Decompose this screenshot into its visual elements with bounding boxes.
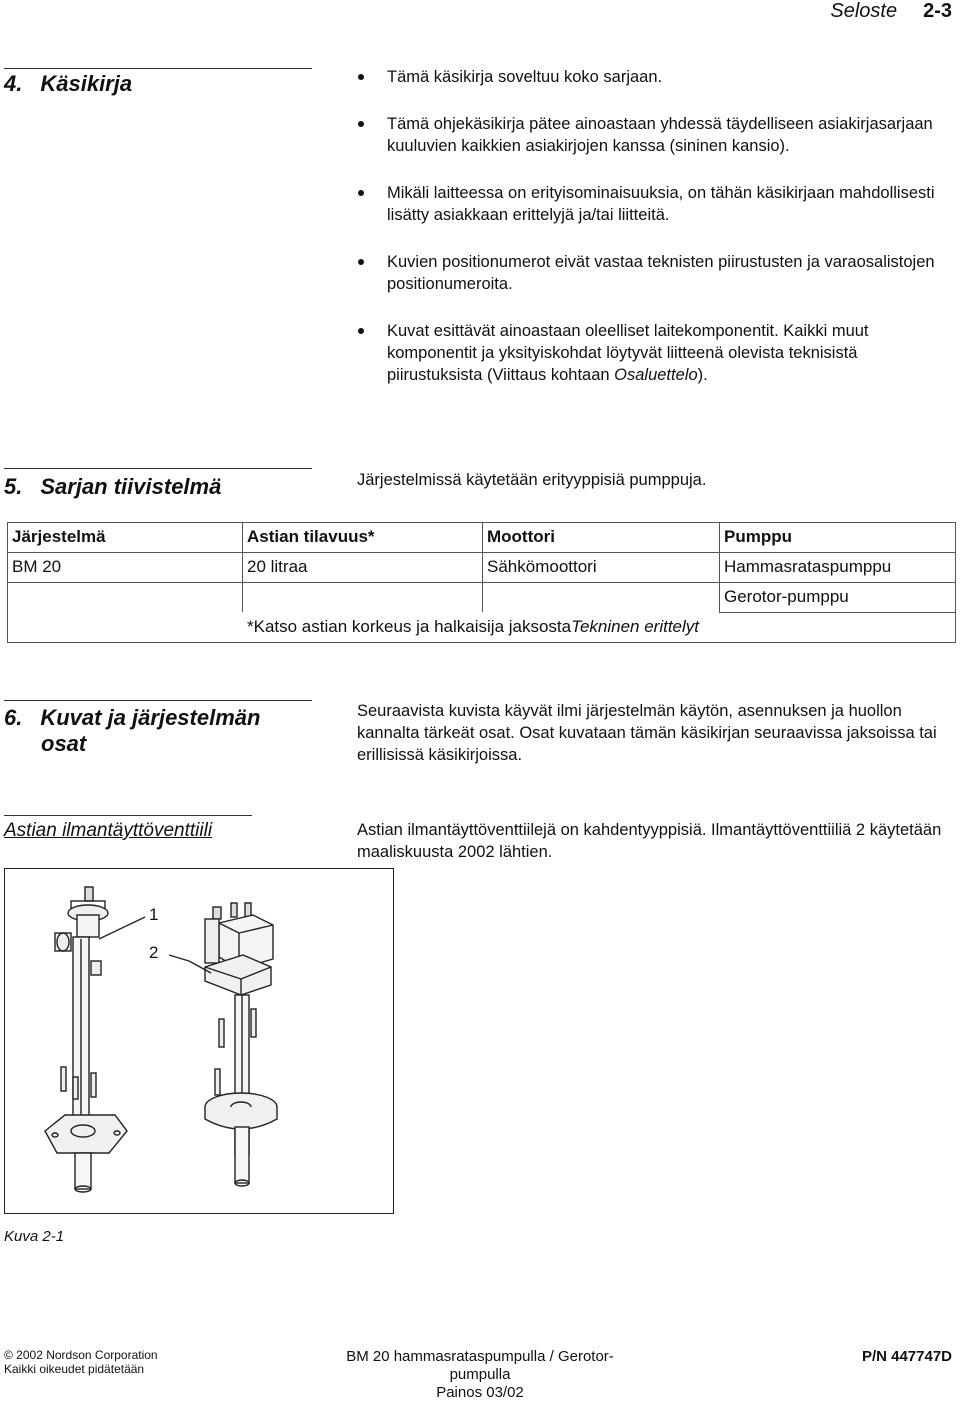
section-rule bbox=[4, 468, 312, 469]
column-header: Moottori bbox=[487, 527, 555, 546]
page-header bbox=[830, 0, 952, 23]
footer-center bbox=[320, 1348, 640, 1402]
footer-left bbox=[4, 1348, 158, 1376]
section-6-text: Seuraavista kuvista käyvät ilmi järjestelmän käytön, asennuksen ja huollon kannalta tärkeät osat. Osat kuvataan tämän käsikirjan seuraavissa jaksoissa tai erillisissä käsikirjoissa. bbox=[357, 702, 937, 764]
section-rule bbox=[4, 68, 312, 69]
page-number: 2-3 bbox=[923, 0, 952, 22]
section-number: 5. bbox=[4, 474, 23, 499]
table-footnote: *Katso astian korkeus ja halkaisija jaksostaTekninen erittelyt bbox=[247, 617, 700, 636]
section-4-heading bbox=[4, 71, 132, 97]
section-title: Käsikirja bbox=[40, 71, 133, 96]
section-4-body bbox=[387, 66, 947, 411]
subsection-title: Astian ilmantäyttöventtiili bbox=[4, 820, 213, 841]
list-item: Tämä käsikirja soveltuu koko sarjaan. bbox=[387, 66, 947, 88]
product-name: BM 20 hammasrataspumpulla / Gerotor-pumpulla bbox=[346, 1348, 614, 1383]
section-6-heading bbox=[4, 705, 324, 757]
table-row bbox=[7, 552, 956, 582]
column-header: Pumppu bbox=[724, 527, 792, 546]
table-cell: Hammasrataspumppu bbox=[724, 557, 892, 576]
table-row bbox=[7, 582, 956, 612]
section-rule bbox=[4, 700, 312, 701]
subsection-text: Astian ilmantäyttöventtiilejä on kahdentyyppisiä. Ilmantäyttöventtiiliä 2 käytetään maaliskuusta 2002 lähtien. bbox=[357, 821, 942, 861]
rights-text: Kaikki oikeudet pidätetään bbox=[4, 1362, 145, 1376]
table-cell: 20 litraa bbox=[247, 557, 308, 576]
list-item: Tämä ohjekäsikirja pätee ainoastaan yhdessä täydelliseen asiakirjasarjaan kuuluvien kaikkien asiakirjojen kanssa (sininen kansio). bbox=[387, 113, 947, 157]
callout-label: 1 bbox=[149, 905, 159, 924]
valve-drawing bbox=[5, 869, 393, 1213]
section-number: 6. bbox=[4, 705, 23, 730]
column-header: Järjestelmä bbox=[12, 527, 106, 546]
figure-caption: Kuva 2-1 bbox=[4, 1228, 65, 1245]
section-title: Sarjan tiivistelmä bbox=[40, 474, 222, 499]
section-5-heading bbox=[4, 474, 221, 500]
edition-text: Painos 03/02 bbox=[436, 1384, 524, 1401]
part-number: P/N 447747D bbox=[861, 1348, 952, 1365]
header-title: Seloste bbox=[830, 0, 898, 22]
list-item: Mikäli laitteessa on erityisominaisuuksia, on tähän käsikirjaan mahdollisesti lisätty asiakkaan erittelyjä ja/tai liitteitä. bbox=[387, 182, 947, 226]
table-cell: Sähkömoottori bbox=[487, 557, 597, 576]
bullet-list bbox=[387, 66, 947, 386]
section-5-intro: Järjestelmissä käytetään erityyppisiä pumppuja. bbox=[357, 471, 707, 489]
table-footnote-row bbox=[7, 612, 956, 642]
subsection-rule bbox=[4, 815, 252, 816]
reference-link-text: Osaluettelo bbox=[614, 366, 698, 384]
column-header: Astian tilavuus* bbox=[247, 527, 375, 546]
table-cell: BM 20 bbox=[12, 557, 62, 576]
table-cell: Gerotor-pumppu bbox=[724, 587, 849, 606]
table-header-row bbox=[7, 522, 956, 552]
section-title: Kuvat ja järjestelmän bbox=[40, 705, 261, 730]
list-item: Kuvat esittävät ainoastaan oleelliset laitekomponentit. Kaikki muut komponentit ja yksityiskohdat löytyvät liitteenä olevista teknisistä piirustuksista (Viittaus kohtaan Osaluettelo). bbox=[387, 320, 947, 386]
section-title-continued: osat bbox=[41, 731, 87, 756]
figure-frame bbox=[4, 868, 394, 1214]
list-item: Kuvien positionumerot eivät vastaa teknisten piirustusten ja varaosalistojen positionumeroita. bbox=[387, 251, 947, 295]
section-number: 4. bbox=[4, 71, 23, 96]
callout-label: 2 bbox=[149, 943, 159, 962]
copyright-text: © 2002 Nordson Corporation bbox=[4, 1348, 158, 1362]
